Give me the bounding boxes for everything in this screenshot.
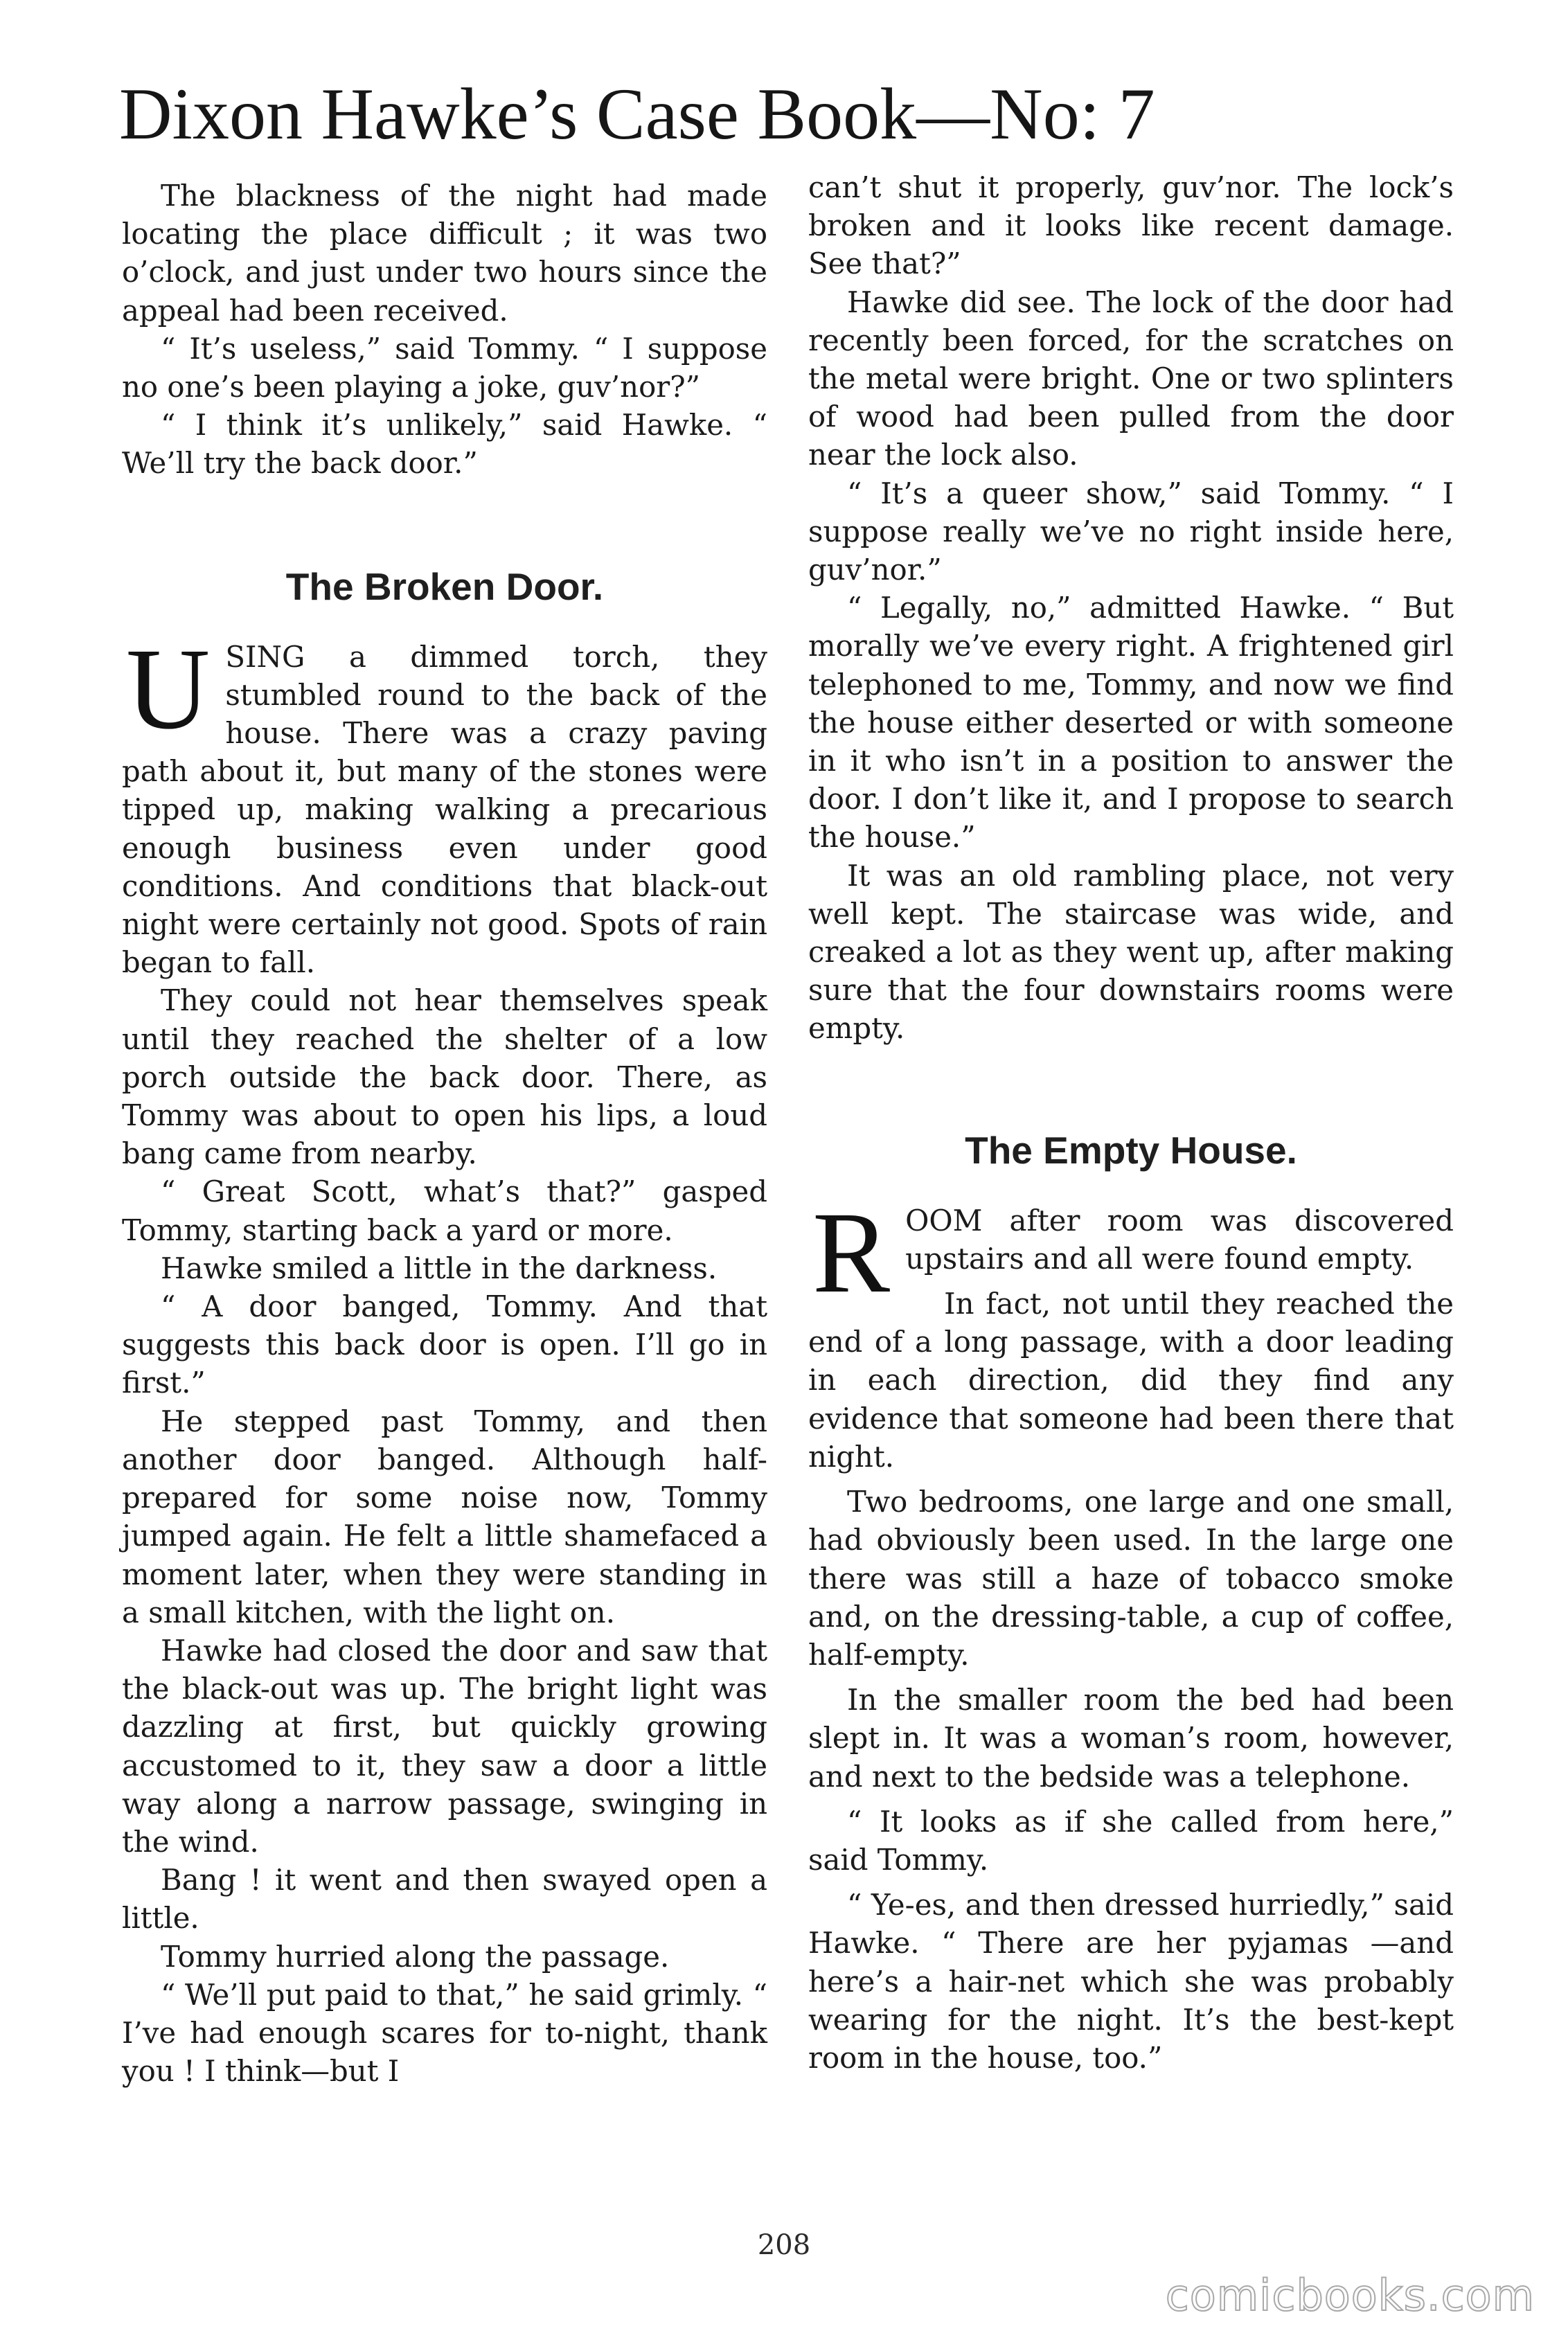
paragraph: “ Legally, no,” admitted Hawke. “ But morally we’ve every right. A frightened girl telephoned to me, Tommy, and now we find the house either deserted or with someone in it who isn’t in a position to answer the door. I don’t like it, and I propose to search the house.” — [808, 591, 1454, 855]
left-column — [122, 177, 767, 2090]
paragraph: “ Ye-es, and then dressed hurriedly,” said Hawke. “ There are her pyjamas —and here’s a hair-net which she was probably wearing for the night. It’s the best-kept room in the house, too.” — [808, 1888, 1454, 2075]
paragraph: Two bedrooms, one large and one small, had obviously been used. In the large one there was still a haze of tobacco smoke and, on the dressing-table, a cup of coffee, half-empty. — [808, 1485, 1454, 1672]
paragraph: It was an old rambling place, not very well kept. The staircase was wide, and creaked a lot as they went up, after making sure that the four downstairs rooms were empty. — [808, 858, 1454, 1046]
drop-cap-paragraph — [122, 624, 767, 982]
paragraph: “ Great Scott, what’s that?” gasped Tommy, starting back a yard or more. — [122, 1174, 767, 1247]
paragraph: “ It looks as if she called from here,” said Tommy. — [808, 1804, 1454, 1877]
right-column — [808, 168, 1454, 2077]
paragraph-text: OOM after room was discovered upstairs and all were found empty. — [905, 1203, 1454, 1276]
paragraph: They could not hear themselves speak until they reached the shelter of a low porch outside the back door. There, as Tommy was about to open his lips, a loud bang came from nearby. — [122, 983, 767, 1171]
paragraph: Hawke smiled a little in the darkness. — [161, 1251, 718, 1285]
paragraph: In the smaller room the bed had been slept in. It was a woman’s room, however, and next to the bedside was a telephone. — [808, 1683, 1454, 1794]
paragraph: “ I think it’s unlikely,” said Hawke. “ We’ll try the back door.” — [122, 408, 767, 481]
drop-cap-paragraph — [808, 1188, 1454, 1317]
paragraph: “ It’s a queer show,” said Tommy. “ I suppose really we’ve no right inside here, guv’nor.” — [808, 476, 1454, 587]
section-heading-empty-house: The Empty House. — [965, 1128, 1297, 1172]
paragraph-text: SING a dimmed torch, they stumbled round to the back of the house. There was a crazy paving path about it, but many of the stones were tipped up, making walking a precarious enough business even under good conditions. And conditions that black-out night were certainly not good. Spots of rain began to fall. — [122, 639, 767, 980]
paragraph: “ It’s useless,” said Tommy. “ I suppose no one’s been playing a joke, guv’nor?” — [122, 331, 767, 404]
paragraph: He stepped past Tommy, and then another door banged. Although half-prepared for some noise now, Tommy jumped again. He felt a little shamefaced a moment later, when they were standing in a small kitchen, with the light on. — [122, 1404, 767, 1629]
paragraph: Hawke did see. The lock of the door had recently been forced, for the scratches on the metal were bright. One or two splinters of wood had been pulled from the door near the lock also. — [808, 285, 1454, 472]
watermark: comicbooks.com — [1165, 2270, 1535, 2321]
paragraph: Bang ! it went and then swayed open a little. — [122, 1863, 767, 1936]
paragraph: Tommy hurried along the passage. — [161, 1939, 670, 1974]
paragraph: can’t shut it properly, guv’nor. The lock’s broken and it looks like recent damage. See that?” — [808, 170, 1454, 281]
page-number: 208 — [757, 2229, 811, 2261]
section-heading-broken-door: The Broken Door. — [285, 564, 604, 608]
paragraph: Hawke had closed the door and saw that the black-out was up. The bright light was dazzling at first, but quickly growing accustomed to it, they saw a door a little way along a narrow passage, swinging in the wind. — [122, 1633, 767, 1859]
drop-cap-letter: U — [126, 624, 211, 753]
paragraph: “ We’ll put paid to that,” he said grimly. “ I’ve had enough scares for to-night, thank you ! I think—but I — [122, 1977, 767, 2089]
drop-cap-letter: R — [812, 1188, 891, 1317]
paragraph: The blackness of the night had made locating the place difficult ; it was two o’clock, and just under two hours since the appeal had been received. — [122, 179, 767, 328]
page-title: Dixon Hawke’s Case Book—No: 7 — [119, 73, 1155, 154]
paragraph: “ A door banged, Tommy. And that suggests this back door is open. I’ll go in first.” — [122, 1289, 767, 1400]
paragraph: In fact, not until they reached the end of a long passage, with a door leading in each direction, did they find any evidence that someone had been there that night. — [808, 1287, 1454, 1474]
